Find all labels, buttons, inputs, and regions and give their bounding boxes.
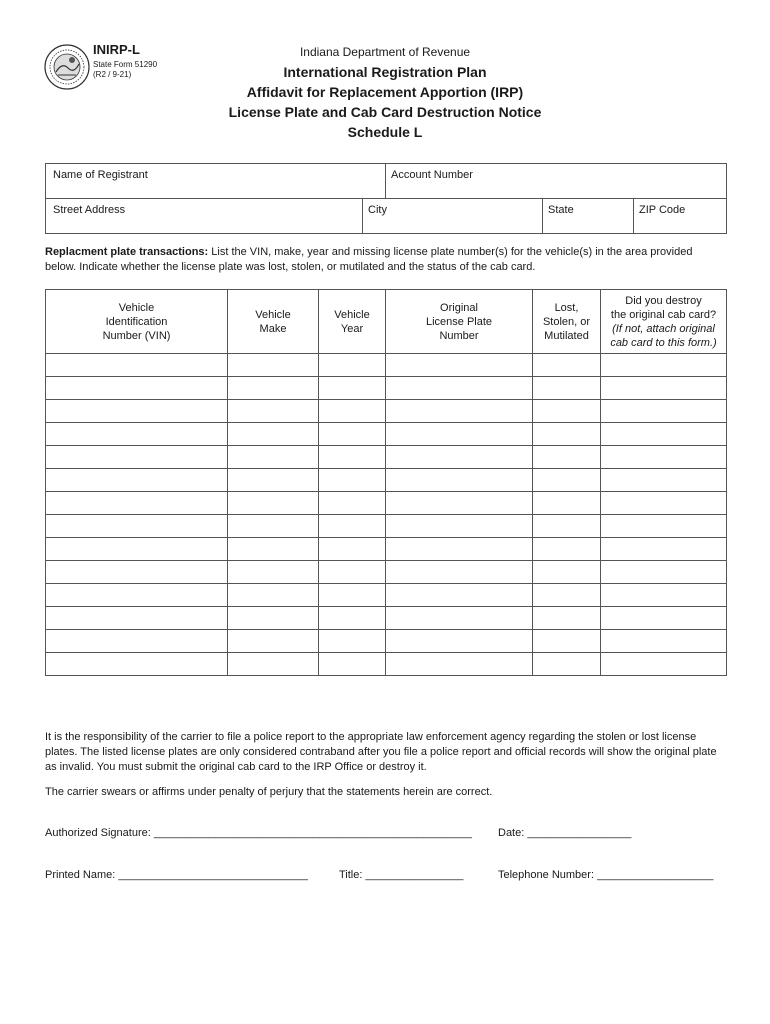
telephone-row	[498, 869, 713, 881]
table-cell[interactable]	[386, 630, 533, 653]
table-cell[interactable]	[601, 538, 727, 561]
table-cell[interactable]	[601, 630, 727, 653]
department-name: Indiana Department of Revenue	[299, 45, 471, 59]
table-cell[interactable]	[46, 423, 228, 446]
table-cell[interactable]	[319, 469, 386, 492]
header-line: cab card to this form.)	[610, 336, 717, 349]
account-number-label: Account Number	[391, 169, 473, 181]
table-cell[interactable]	[319, 354, 386, 377]
table-row	[46, 515, 727, 538]
table-cell[interactable]	[319, 515, 386, 538]
table-cell[interactable]	[601, 607, 727, 630]
table-row	[46, 561, 727, 584]
table-cell[interactable]	[46, 515, 228, 538]
vehicle-rows	[46, 354, 727, 676]
name-of-registrant-label: Name of Registrant	[53, 169, 148, 181]
header-lost-stolen-mutilated	[533, 290, 601, 354]
city-label: City	[368, 204, 387, 216]
street-address-label: Street Address	[53, 204, 126, 216]
name-of-registrant-field[interactable]	[46, 164, 386, 199]
table-cell[interactable]	[601, 492, 727, 515]
header-line: Identification	[105, 315, 168, 328]
table-cell[interactable]	[46, 584, 228, 607]
table-cell[interactable]	[46, 538, 228, 561]
table-cell[interactable]	[228, 423, 319, 446]
table-cell[interactable]	[228, 492, 319, 515]
form-revision: (R2 / 9-21)	[93, 70, 132, 79]
header-line: Mutilated	[544, 329, 589, 342]
table-cell[interactable]	[601, 653, 727, 676]
table-cell[interactable]	[319, 400, 386, 423]
responsibility-statement: It is the responsibility of the carrier to file a police report to the appropriate law enforcement agency regarding the stolen or lost license plates. The listed license plates are only considered contraband after you file a police report and official records will show the original plate as invalid. You must submit the original cab card to the IRP Office or destroy it.	[45, 731, 717, 773]
header-line: Vehicle	[255, 308, 291, 321]
perjury-statement: The carrier swears or affirms under penalty of perjury that the statements herein are correct.	[45, 786, 493, 798]
table-cell[interactable]	[46, 400, 228, 423]
table-cell[interactable]	[46, 607, 228, 630]
form-title	[0, 62, 770, 142]
table-cell[interactable]	[533, 492, 601, 515]
title-row	[339, 869, 463, 881]
table-cell[interactable]	[533, 354, 601, 377]
header-make	[228, 290, 319, 354]
instructions	[45, 245, 725, 275]
table-cell[interactable]	[46, 377, 228, 400]
authorized-signature-line[interactable]: ____________________________________________________	[153, 827, 472, 839]
table-cell[interactable]	[533, 607, 601, 630]
date-label: Date:	[498, 827, 525, 839]
city-field[interactable]	[363, 199, 543, 233]
table-cell[interactable]	[228, 515, 319, 538]
table-cell[interactable]	[386, 492, 533, 515]
table-row	[46, 492, 727, 515]
table-cell[interactable]	[386, 653, 533, 676]
table-cell[interactable]	[319, 492, 386, 515]
table-row	[46, 400, 727, 423]
table-cell[interactable]	[386, 400, 533, 423]
table-cell[interactable]	[533, 469, 601, 492]
header-line: Number (VIN)	[102, 329, 171, 342]
printed-name-row	[45, 869, 308, 881]
table-cell[interactable]	[386, 446, 533, 469]
header-line: Lost,	[554, 301, 579, 314]
table-cell[interactable]	[319, 446, 386, 469]
table-cell[interactable]	[601, 423, 727, 446]
printed-name-line[interactable]: _______________________________	[118, 869, 309, 881]
table-header-row	[46, 290, 727, 354]
table-cell[interactable]	[601, 354, 727, 377]
table-cell[interactable]	[46, 653, 228, 676]
date-row	[498, 827, 631, 839]
telephone-line[interactable]: ___________________	[597, 869, 714, 881]
table-cell[interactable]	[46, 354, 228, 377]
header-line: Original	[440, 301, 478, 314]
table-row	[46, 607, 727, 630]
table-cell[interactable]	[601, 446, 727, 469]
vehicle-table	[45, 289, 727, 676]
table-cell[interactable]	[319, 538, 386, 561]
table-cell[interactable]	[228, 446, 319, 469]
table-cell[interactable]	[319, 423, 386, 446]
table-cell[interactable]	[386, 561, 533, 584]
table-cell[interactable]	[533, 584, 601, 607]
form-id: INIRP-L	[93, 42, 140, 57]
table-cell[interactable]	[228, 561, 319, 584]
table-cell[interactable]	[46, 561, 228, 584]
table-cell[interactable]	[228, 653, 319, 676]
table-row	[46, 538, 727, 561]
authorized-signature-label: Authorized Signature:	[45, 827, 151, 839]
table-cell[interactable]	[228, 584, 319, 607]
table-cell[interactable]	[533, 400, 601, 423]
authorized-signature-row	[45, 827, 472, 839]
header-line: Year	[340, 322, 364, 335]
table-cell[interactable]	[533, 561, 601, 584]
header-line: the original cab card?	[610, 308, 717, 321]
title-line[interactable]: ________________	[365, 869, 464, 881]
table-cell[interactable]	[533, 653, 601, 676]
table-cell[interactable]	[601, 400, 727, 423]
header-line: (If not, attach original	[612, 322, 715, 335]
table-cell[interactable]	[46, 630, 228, 653]
instructions-text: List the VIN, make, year and missing license plate number(s) for the vehicle(s) in the area provided below. Indicate whether the license plate was lost, stolen, or mutilated and the status of the cab card.	[45, 246, 693, 273]
title-line: License Plate and Cab Card Destruction Notice	[228, 104, 542, 120]
table-cell[interactable]	[533, 515, 601, 538]
title-line: International Registration Plan	[283, 64, 487, 80]
table-cell[interactable]	[228, 607, 319, 630]
table-cell[interactable]	[386, 515, 533, 538]
header-year	[319, 290, 386, 354]
table-cell[interactable]	[533, 423, 601, 446]
table-cell[interactable]	[319, 377, 386, 400]
title-label: Title:	[339, 869, 363, 881]
registrant-box	[45, 163, 727, 234]
header-line: Did you destroy	[625, 294, 702, 307]
header-line: Make	[259, 322, 287, 335]
table-row	[46, 584, 727, 607]
table-cell[interactable]	[533, 630, 601, 653]
table-cell[interactable]	[533, 377, 601, 400]
title-line: Affidavit for Replacement Apportion (IRP)	[246, 84, 524, 100]
table-row	[46, 423, 727, 446]
table-cell[interactable]	[601, 515, 727, 538]
table-cell[interactable]	[601, 561, 727, 584]
table-cell[interactable]	[46, 446, 228, 469]
table-cell[interactable]	[386, 469, 533, 492]
table-cell[interactable]	[228, 400, 319, 423]
table-cell[interactable]	[319, 607, 386, 630]
header-line: Number	[439, 329, 479, 342]
table-row	[46, 354, 727, 377]
table-row	[46, 653, 727, 676]
table-cell[interactable]	[319, 653, 386, 676]
table-cell[interactable]	[386, 354, 533, 377]
table-cell[interactable]	[533, 538, 601, 561]
table-cell[interactable]	[533, 446, 601, 469]
table-cell[interactable]	[386, 423, 533, 446]
state-field[interactable]	[543, 199, 634, 233]
header-vin	[46, 290, 228, 354]
table-cell[interactable]	[601, 377, 727, 400]
table-cell[interactable]	[319, 584, 386, 607]
table-cell[interactable]	[228, 377, 319, 400]
state-form-number: State Form 51290	[93, 60, 158, 69]
table-cell[interactable]	[46, 469, 228, 492]
table-cell[interactable]	[386, 377, 533, 400]
instructions-heading: Replacment plate transactions:	[45, 246, 209, 258]
table-cell[interactable]	[228, 469, 319, 492]
table-cell[interactable]	[386, 538, 533, 561]
header-plate-number	[386, 290, 533, 354]
header-line: Vehicle	[118, 301, 155, 314]
title-line: Schedule L	[347, 124, 423, 140]
street-address-field[interactable]	[46, 199, 363, 233]
table-cell[interactable]	[228, 538, 319, 561]
header-line: Stolen, or	[542, 315, 591, 328]
table-cell[interactable]	[601, 584, 727, 607]
table-cell[interactable]	[319, 630, 386, 653]
table-cell[interactable]	[228, 354, 319, 377]
table-cell[interactable]	[319, 561, 386, 584]
table-cell[interactable]	[386, 584, 533, 607]
zip-code-field[interactable]	[634, 199, 726, 233]
table-row	[46, 377, 727, 400]
telephone-label: Telephone Number:	[498, 869, 595, 881]
printed-name-label: Printed Name:	[45, 869, 116, 881]
table-row	[46, 469, 727, 492]
table-cell[interactable]	[46, 492, 228, 515]
header-cab-card-destroyed	[601, 290, 727, 354]
header-line: License Plate	[425, 315, 493, 328]
date-line[interactable]: _________________	[527, 827, 632, 839]
table-cell[interactable]	[386, 607, 533, 630]
table-cell[interactable]	[228, 630, 319, 653]
zip-code-label: ZIP Code	[639, 204, 686, 216]
header-line: Vehicle	[334, 308, 370, 321]
table-row	[46, 446, 727, 469]
table-cell[interactable]	[601, 469, 727, 492]
state-label: State	[548, 204, 574, 216]
account-number-field[interactable]	[386, 164, 726, 199]
table-row	[46, 630, 727, 653]
